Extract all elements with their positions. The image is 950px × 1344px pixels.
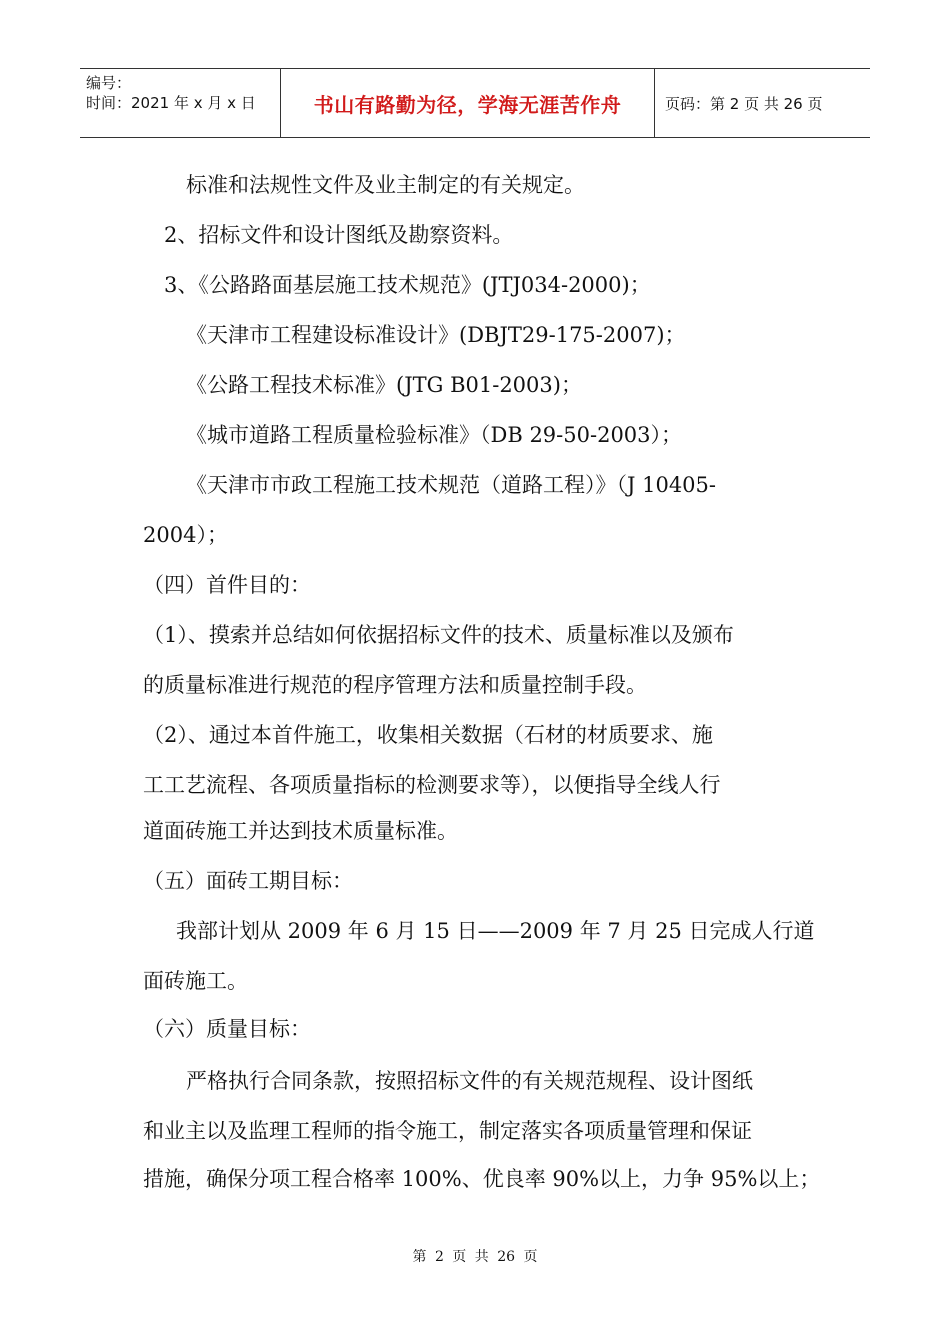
body-line: 面砖施工。: [143, 969, 248, 993]
header-meta: [80, 69, 280, 137]
body-line: 严格执行合同条款，按照招标文件的有关规范规程、设计图纸: [186, 1069, 753, 1093]
body-line: 《公路工程技术标准》(JTG B01-2003)；: [186, 373, 582, 397]
section-heading: （五）面砖工期目标：: [143, 869, 353, 893]
header-page-label: 页码：第 2 页 共 26 页: [665, 94, 823, 113]
number-label: 编号：: [86, 74, 132, 92]
page-header: [80, 68, 870, 138]
section-heading: （四）首件目的：: [143, 573, 311, 597]
body-line: 工工艺流程、各项质量指标的检测要求等），以便指导全线人行: [143, 773, 721, 797]
body-line: 和业主以及监理工程师的指令施工，制定落实各项质量管理和保证: [143, 1119, 752, 1143]
body-line: 《天津市市政工程施工技术规范（道路工程）》（J 10405-: [186, 473, 716, 497]
time-label: 时间：2021 年 x 月 x 日: [86, 94, 256, 112]
body-line: 3、《公路路面基层施工技术规范》(JTJ034-2000)；: [164, 273, 651, 297]
body-line: 《天津市工程建设标准设计》(DBJT29-175-2007)；: [186, 323, 686, 347]
body-line: 措施，确保分项工程合格率 100%、优良率 90%以上，力争 95%以上；: [143, 1167, 821, 1191]
body-line: （2）、通过本首件施工，收集相关数据（石材的材质要求、施: [143, 723, 713, 747]
header-motto: 书山有路勤为径，学海无涯苦作舟: [280, 69, 655, 137]
body-line: 2、招标文件和设计图纸及勘察资料。: [164, 223, 514, 247]
body-line: （1）、摸索并总结如何依据招标文件的技术、质量标准以及颁布: [143, 623, 734, 647]
page-footer: 第 2 页 共 26 页: [412, 1249, 538, 1265]
body-line: 的质量标准进行规范的程序管理方法和质量控制手段。: [143, 673, 647, 697]
body-line: 2004）；: [143, 523, 228, 547]
body-line: 道面砖施工并达到技术质量标准。: [143, 819, 458, 843]
body-line: 《城市道路工程质量检验标准》（DB 29-50-2003）；: [186, 423, 683, 447]
body-line: 我部计划从 2009 年 6 月 15 日——2009 年 7 月 25 日完成人行道: [176, 919, 815, 943]
body-line: 标准和法规性文件及业主制定的有关规定。: [186, 173, 585, 197]
section-heading: （六）质量目标：: [143, 1017, 311, 1041]
